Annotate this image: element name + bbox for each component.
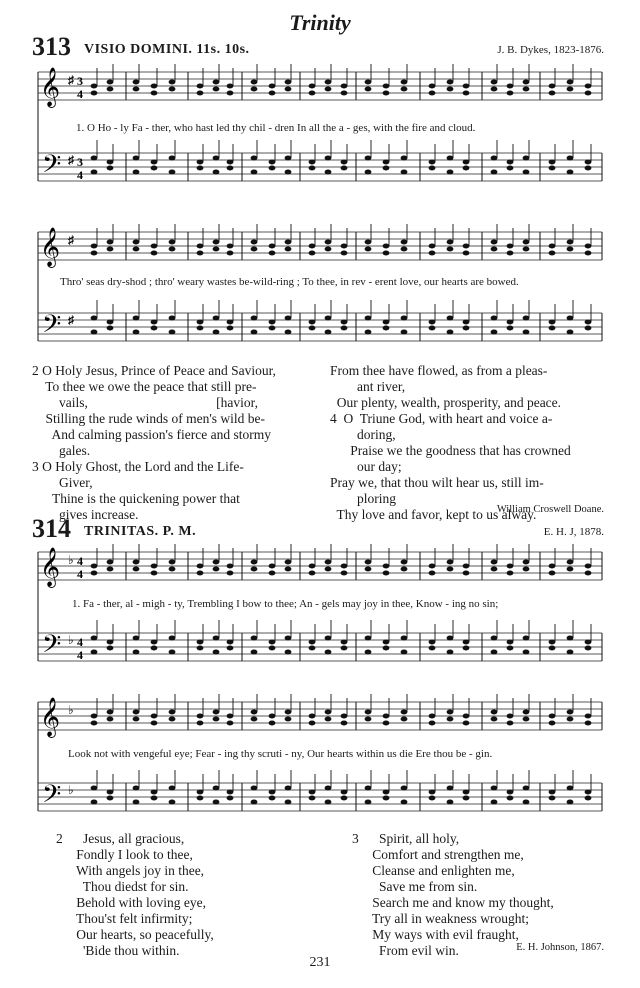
verse-line: Our hearts, so peacefully,	[56, 927, 214, 942]
verse-line: And calming passion's fierce and stormy	[32, 427, 272, 442]
tune-name: VISIO DOMINI. 11s. 10s.	[84, 42, 250, 57]
bass-staff	[38, 313, 602, 341]
treble-staff	[38, 702, 602, 730]
svg-text:4: 4	[77, 168, 83, 182]
bass-staff	[38, 153, 602, 181]
author-credit: William Croswell Doane.	[496, 504, 604, 515]
svg-text:3: 3	[77, 155, 83, 169]
verse-line: From evil win.	[352, 943, 459, 958]
svg-text:♭: ♭	[68, 553, 74, 567]
verse-line: 2 Jesus, all gracious,	[56, 831, 185, 846]
svg-text:𝄞: 𝄞	[40, 697, 61, 737]
verse-line: Thy love and favor, kept to us alway.	[330, 507, 537, 522]
svg-text:♭: ♭	[68, 783, 74, 797]
treble-staff	[38, 552, 602, 580]
svg-text:♯: ♯	[68, 153, 74, 167]
verse-line: Giver,	[32, 475, 93, 490]
verse-line: 3 O Holy Ghost, the Lord and the Life-	[32, 459, 244, 474]
verse-line: Praise we the goodness that has crowned	[330, 443, 571, 458]
lyric-line: Look not with vengeful eye; Fear - ing thy scruti - ny, Our hearts within us die Ere thou be - gin.	[68, 748, 493, 760]
composer: J. B. Dykes, 1823-1876.	[497, 44, 604, 56]
verse-line: Cleanse and enlighten me,	[352, 863, 515, 878]
section-title: Trinity	[289, 10, 351, 35]
verse-line: Behold with loving eye,	[56, 895, 206, 910]
verse-line: gales.	[32, 443, 91, 458]
bass-staff	[38, 783, 602, 811]
verse-line: 4 O Triune God, with heart and voice a-	[330, 411, 553, 426]
svg-text:4: 4	[77, 554, 83, 568]
svg-text:𝄞: 𝄞	[40, 67, 61, 107]
svg-text:♯: ♯	[68, 313, 74, 327]
svg-text:♭: ♭	[68, 633, 74, 647]
verse-line: Thou'st felt infirmity;	[56, 911, 193, 926]
verse-line: Thou diedst for sin.	[56, 879, 189, 894]
verse-line: vails, [havior,	[32, 395, 258, 410]
lyric-line: Thro' seas dry-shod ; thro' weary wastes be-wild-ring ; To thee, in rev - erent love, our hearts are bowed.	[60, 276, 519, 288]
svg-text:𝄢: 𝄢	[42, 630, 62, 665]
verse-line: doring,	[330, 427, 396, 442]
verse-line: From thee have flowed, as from a pleas-	[330, 363, 548, 378]
composer: E. H. J, 1878.	[543, 526, 604, 538]
svg-text:𝄞: 𝄞	[40, 547, 61, 587]
verse-line: Try all in weakness wrought;	[352, 911, 529, 926]
verse-line: Save me from sin.	[352, 879, 478, 894]
verse-line: ploring	[330, 491, 396, 506]
treble-staff	[38, 232, 602, 260]
tune-name: TRINITAS. P. M.	[84, 524, 197, 539]
svg-text:♯: ♯	[68, 73, 74, 87]
verse-line: 'Bide thou within.	[56, 943, 180, 958]
verse-line: Pray we, that thou wilt hear us, still im-	[330, 475, 544, 490]
verse-line: gives increase.	[32, 507, 139, 522]
svg-text:♯: ♯	[68, 233, 74, 247]
verse-line: Comfort and strengthen me,	[352, 847, 524, 862]
svg-text:4: 4	[77, 87, 83, 101]
bass-staff	[38, 633, 602, 661]
lyric-line: 1. O Ho - ly Fa - ther, who hast led thy chil - dren In all the a - ges, with the fire and cloud.	[76, 122, 476, 134]
verse-line: Thine is the quickening power that	[32, 491, 240, 506]
verse-line: Fondly I look to thee,	[56, 847, 193, 862]
verse-line: 2 O Holy Jesus, Prince of Peace and Saviour,	[32, 363, 276, 378]
hymn-number: 313	[32, 32, 71, 61]
verse-line: Search me and know my thought,	[352, 895, 554, 910]
treble-staff	[38, 72, 602, 100]
verse-line: our day;	[330, 459, 402, 474]
verse-line: 3 Spirit, all holy,	[352, 831, 460, 846]
author-credit: E. H. Johnson, 1867.	[516, 942, 604, 953]
verse-line: Stilling the rude winds of men's wild be-	[32, 411, 266, 426]
verse-line: To thee we owe the peace that still pre-	[32, 379, 257, 394]
svg-text:𝄢: 𝄢	[42, 150, 62, 185]
verse-line: ant river,	[330, 379, 406, 394]
svg-text:3: 3	[77, 74, 83, 88]
svg-text:4: 4	[77, 648, 83, 662]
svg-text:♭: ♭	[68, 703, 74, 717]
svg-text:𝄢: 𝄢	[42, 310, 62, 345]
lyric-line: 1. Fa - ther, al - migh - ty, Trembling I bow to thee; An - gels may joy in thee, Know - ing no sin;	[72, 598, 499, 610]
verse-line: My ways with evil fraught,	[352, 927, 519, 942]
svg-text:4: 4	[77, 635, 83, 649]
verse-line: With angels joy in thee,	[56, 863, 205, 878]
hymn-number: 314	[32, 514, 71, 543]
svg-text:4: 4	[77, 567, 83, 581]
verse-line: Our plenty, wealth, prosperity, and peace.	[330, 395, 562, 410]
svg-text:𝄢: 𝄢	[42, 780, 62, 815]
svg-text:𝄞: 𝄞	[40, 227, 61, 267]
page-number: 231	[309, 955, 331, 970]
